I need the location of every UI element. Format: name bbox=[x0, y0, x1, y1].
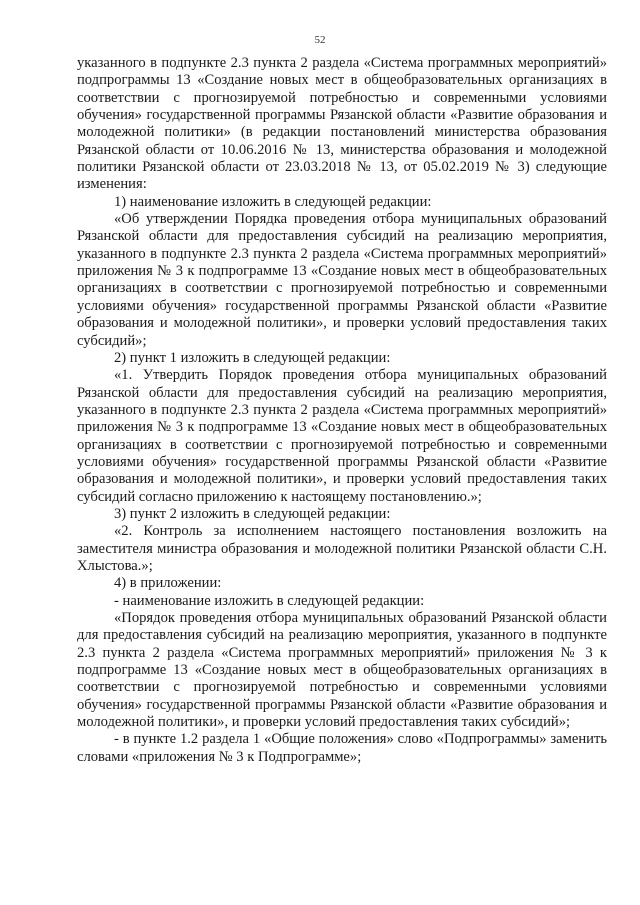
paragraph-item-4: 4) в приложении: bbox=[114, 575, 222, 592]
paragraph-order-title-quote: «Порядок проведения отбора муниципальных образований Рязанской области для предоставления субсидий на реализацию мероприятия, указанного в подпункте 2.3 пункта 2 раздела «Система программных мероприятий» приложения № 3 к подпрограмме 13 «Создание новых мест в общеобразовательных организациях в соответствии с прогнозируемой потребностью и современными условиями обучения» государственной программы Рязанской области «Развитие образования и молодежной политики», и проверки условий предоставления таких субсидий»; bbox=[77, 610, 607, 731]
paragraph-intro-continuation: указанного в подпункте 2.3 пункта 2 раздела «Система программных мероприятий» подпрограммы 13 «Создание новых мест в общеобразовательных организациях в соответствии с прогнозируемой потребностью и современными условиями обучения» государственной программы Рязанской области «Развитие образования и молодежной политики» (в редакции постановлений министерства образования Рязанской области от 10.06.2016 № 13, министерства образования и молодежной политики Рязанской области от 23.03.2018 № 13, от 05.02.2019 № 3) следующие изменения: bbox=[77, 55, 607, 193]
page-number: 52 bbox=[314, 34, 326, 46]
paragraph-point-2-quote: «2. Контроль за исполнением настоящего постановления возложить на заместителя министра образования и молодежной политики Рязанской области С.Н. Хлыстова.»; bbox=[77, 523, 607, 574]
paragraph-item-2: 2) пункт 1 изложить в следующей редакции: bbox=[114, 349, 391, 366]
paragraph-subitem-1-2: - в пункте 1.2 раздела 1 «Общие положения» слово «Подпрограммы» заменить словами «приложения № 3 к Подпрограмме»; bbox=[77, 731, 607, 765]
paragraph-item-1: 1) наименование изложить в следующей редакции: bbox=[114, 193, 432, 210]
paragraph-subitem-name: - наименование изложить в следующей редакции: bbox=[114, 592, 425, 609]
paragraph-point-1-quote: «1. Утвердить Порядок проведения отбора муниципальных образований Рязанской области для предоставления субсидий на реализацию мероприятия, указанного в подпункте 2.3 пункта 2 раздела «Система программных мероприятий» приложения № 3 к подпрограмме 13 «Создание новых мест в общеобразовательных организациях в соответствии с прогнозируемой потребностью и современными условиями обучения» государственной программы Рязанской области «Развитие образования и молодежной политики», и проверки условий предоставления таких субсидий согласно приложению к настоящему постановлению.»; bbox=[77, 367, 607, 505]
paragraph-title-quote: «Об утверждении Порядка проведения отбора муниципальных образований Рязанской области для предоставления субсидий на реализацию мероприятия, указанного в подпункте 2.3 пункта 2 раздела «Система программных мероприятий» приложения № 3 к подпрограмме 13 «Создание новых мест в общеобразовательных организациях в соответствии с прогнозируемой потребностью и современными условиями обучения» государственной программы Рязанской области «Развитие образования и молодежной политики», и проверки условий предоставления таких субсидий»; bbox=[77, 211, 607, 349]
paragraph-item-3: 3) пункт 2 изложить в следующей редакции: bbox=[114, 505, 391, 522]
document-body bbox=[77, 55, 607, 766]
